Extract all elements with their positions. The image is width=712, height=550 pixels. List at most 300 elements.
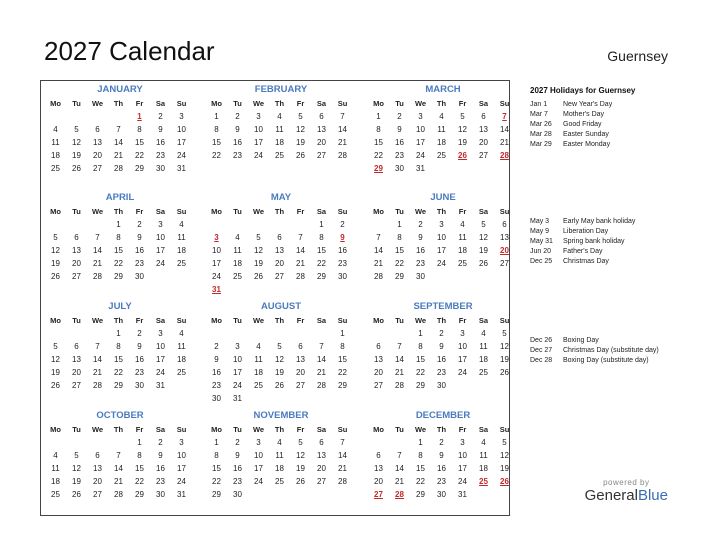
day-cell: 25 bbox=[177, 259, 186, 268]
weekday-header: Mo bbox=[373, 425, 384, 434]
empty-day-cell bbox=[87, 436, 108, 449]
day-cell: 14 bbox=[296, 246, 305, 255]
day-cell: 4 bbox=[179, 220, 184, 229]
day-cell: 22 bbox=[114, 368, 123, 377]
day-cell: 18 bbox=[177, 246, 186, 255]
weekday-header: We bbox=[414, 316, 427, 325]
day-cell: 14 bbox=[338, 451, 347, 460]
day-cell: 23 bbox=[437, 477, 446, 486]
day-cell: 22 bbox=[212, 151, 221, 160]
day-cell: 2 bbox=[235, 438, 240, 447]
day-cell: 8 bbox=[418, 451, 423, 460]
weekday-header: Th bbox=[274, 316, 285, 325]
day-cell: 4 bbox=[277, 112, 282, 121]
month-grid bbox=[45, 97, 195, 175]
day-cell: 17 bbox=[212, 259, 221, 268]
day-cell: 20 bbox=[93, 151, 102, 160]
day-cell: 9 bbox=[158, 451, 163, 460]
month-name: OCTOBER bbox=[96, 410, 144, 421]
day-cell: 2 bbox=[214, 342, 219, 351]
day-cell: 9 bbox=[439, 451, 444, 460]
holiday-day-cell: 20 bbox=[500, 246, 509, 255]
day-cell: 14 bbox=[374, 246, 383, 255]
day-cell: 12 bbox=[500, 451, 509, 460]
holiday-row bbox=[530, 237, 700, 247]
weekday-header: Th bbox=[113, 99, 124, 108]
day-cell: 13 bbox=[317, 125, 326, 134]
day-cell: 21 bbox=[395, 368, 404, 377]
day-cell: 26 bbox=[500, 368, 509, 377]
weekday-header: Fr bbox=[458, 425, 467, 434]
day-cell: 31 bbox=[177, 164, 186, 173]
weekday-header: Fr bbox=[135, 207, 144, 216]
weekday-header: Sa bbox=[478, 207, 489, 216]
month-july bbox=[45, 300, 195, 392]
holiday-date: Dec 25 bbox=[530, 258, 553, 265]
day-cell: 26 bbox=[296, 151, 305, 160]
holiday-day-cell: 28 bbox=[395, 490, 404, 499]
day-cell: 8 bbox=[137, 125, 142, 134]
day-cell: 21 bbox=[395, 477, 404, 486]
holidays-title: 2027 Holidays for Guernsey bbox=[530, 86, 636, 95]
day-cell: 19 bbox=[51, 259, 60, 268]
month-name: FEBRUARY bbox=[254, 84, 308, 95]
day-cell: 6 bbox=[319, 112, 324, 121]
day-cell: 29 bbox=[135, 164, 144, 173]
weekday-header: Th bbox=[274, 207, 285, 216]
day-cell: 20 bbox=[317, 138, 326, 147]
day-cell: 12 bbox=[458, 125, 467, 134]
day-cell: 5 bbox=[74, 451, 79, 460]
day-cell: 30 bbox=[135, 381, 144, 390]
day-cell: 10 bbox=[416, 125, 425, 134]
day-cell: 26 bbox=[72, 164, 81, 173]
day-cell: 12 bbox=[479, 233, 488, 242]
day-cell: 28 bbox=[338, 151, 347, 160]
weekday-header: Mo bbox=[373, 99, 384, 108]
day-cell: 25 bbox=[458, 259, 467, 268]
day-cell: 5 bbox=[53, 233, 58, 242]
day-cell: 14 bbox=[114, 464, 123, 473]
day-cell: 1 bbox=[397, 220, 402, 229]
day-cell: 2 bbox=[439, 329, 444, 338]
day-cell: 13 bbox=[72, 246, 81, 255]
day-cell: 20 bbox=[93, 477, 102, 486]
day-cell: 3 bbox=[418, 112, 423, 121]
holiday-name: Easter Sunday bbox=[563, 131, 609, 138]
holiday-name: Early May bank holiday bbox=[563, 218, 636, 225]
weekday-header: Su bbox=[176, 99, 187, 108]
day-cell: 18 bbox=[51, 151, 60, 160]
weekday-header: Th bbox=[274, 99, 285, 108]
weekday-header: Sa bbox=[155, 99, 166, 108]
day-cell: 10 bbox=[437, 233, 446, 242]
day-cell: 26 bbox=[72, 490, 81, 499]
day-cell: 8 bbox=[319, 233, 324, 242]
day-cell: 28 bbox=[296, 272, 305, 281]
day-cell: 13 bbox=[374, 355, 383, 364]
holidays-list-q2 bbox=[530, 217, 700, 267]
day-cell: 14 bbox=[93, 246, 102, 255]
holiday-name: New Year's Day bbox=[563, 101, 613, 108]
month-grid bbox=[368, 97, 518, 175]
day-cell: 16 bbox=[437, 355, 446, 364]
day-cell: 3 bbox=[256, 112, 261, 121]
day-cell: 27 bbox=[500, 259, 509, 268]
weekday-header: Fr bbox=[135, 425, 144, 434]
day-cell: 7 bbox=[340, 112, 345, 121]
weekday-header: Th bbox=[436, 99, 447, 108]
day-cell: 3 bbox=[460, 438, 465, 447]
day-cell: 21 bbox=[338, 464, 347, 473]
day-cell: 11 bbox=[275, 125, 284, 134]
day-cell: 26 bbox=[275, 381, 284, 390]
day-cell: 4 bbox=[235, 233, 240, 242]
day-cell: 14 bbox=[500, 125, 509, 134]
weekday-header: Fr bbox=[458, 99, 467, 108]
holiday-day-cell: 26 bbox=[458, 151, 467, 160]
day-cell: 21 bbox=[374, 259, 383, 268]
weekday-header: Th bbox=[436, 207, 447, 216]
day-cell: 7 bbox=[397, 342, 402, 351]
day-cell: 13 bbox=[374, 464, 383, 473]
holiday-name: Christmas Day bbox=[563, 258, 609, 265]
day-cell: 14 bbox=[338, 125, 347, 134]
weekday-header: Mo bbox=[211, 99, 222, 108]
day-cell: 13 bbox=[479, 125, 488, 134]
day-cell: 30 bbox=[395, 164, 404, 173]
weekday-header: Sa bbox=[316, 207, 327, 216]
day-cell: 2 bbox=[137, 329, 142, 338]
month-grid bbox=[206, 314, 356, 405]
month-october bbox=[45, 409, 195, 501]
month-november bbox=[206, 409, 356, 501]
empty-day-cell bbox=[45, 110, 66, 123]
day-cell: 18 bbox=[233, 259, 242, 268]
day-cell: 13 bbox=[93, 464, 102, 473]
day-cell: 8 bbox=[397, 233, 402, 242]
day-cell: 24 bbox=[177, 151, 186, 160]
day-cell: 15 bbox=[212, 464, 221, 473]
day-cell: 23 bbox=[156, 477, 165, 486]
weekday-header: Fr bbox=[135, 316, 144, 325]
day-cell: 22 bbox=[212, 477, 221, 486]
weekday-header: Tu bbox=[395, 316, 404, 325]
day-cell: 11 bbox=[275, 451, 284, 460]
weekday-header: Tu bbox=[395, 207, 404, 216]
day-cell: 5 bbox=[53, 342, 58, 351]
day-cell: 31 bbox=[233, 394, 242, 403]
holiday-day-cell: 26 bbox=[500, 477, 509, 486]
day-cell: 5 bbox=[298, 438, 303, 447]
day-cell: 11 bbox=[458, 233, 467, 242]
day-cell: 11 bbox=[51, 464, 60, 473]
day-cell: 12 bbox=[51, 355, 60, 364]
weekday-header: Sa bbox=[155, 316, 166, 325]
month-grid bbox=[206, 205, 356, 296]
day-cell: 21 bbox=[114, 477, 123, 486]
weekday-header: Su bbox=[337, 425, 348, 434]
day-cell: 26 bbox=[254, 272, 263, 281]
weekday-header: Tu bbox=[395, 99, 404, 108]
day-cell: 10 bbox=[254, 451, 263, 460]
empty-day-cell bbox=[368, 436, 389, 449]
day-cell: 15 bbox=[212, 138, 221, 147]
holiday-row bbox=[530, 336, 700, 346]
day-cell: 4 bbox=[53, 125, 58, 134]
day-cell: 3 bbox=[235, 342, 240, 351]
empty-day-cell bbox=[45, 436, 66, 449]
weekday-header: Fr bbox=[296, 99, 305, 108]
weekday-header: Su bbox=[176, 207, 187, 216]
day-cell: 9 bbox=[235, 125, 240, 134]
day-cell: 5 bbox=[256, 233, 261, 242]
day-cell: 29 bbox=[395, 272, 404, 281]
day-cell: 27 bbox=[374, 381, 383, 390]
day-cell: 27 bbox=[296, 381, 305, 390]
day-cell: 29 bbox=[114, 381, 123, 390]
month-name: JUNE bbox=[430, 192, 456, 203]
weekday-header: Tu bbox=[395, 425, 404, 434]
day-cell: 7 bbox=[298, 233, 303, 242]
holiday-date: May 31 bbox=[530, 238, 553, 245]
day-cell: 29 bbox=[416, 490, 425, 499]
day-cell: 7 bbox=[95, 233, 100, 242]
weekday-header: Fr bbox=[296, 207, 305, 216]
day-cell: 1 bbox=[116, 329, 121, 338]
empty-day-cell bbox=[227, 327, 248, 340]
holiday-date: Mar 26 bbox=[530, 121, 552, 128]
day-cell: 19 bbox=[296, 464, 305, 473]
day-cell: 21 bbox=[338, 138, 347, 147]
day-cell: 1 bbox=[137, 438, 142, 447]
day-cell: 16 bbox=[156, 464, 165, 473]
day-cell: 17 bbox=[437, 246, 446, 255]
day-cell: 30 bbox=[437, 490, 446, 499]
day-cell: 24 bbox=[177, 477, 186, 486]
day-cell: 22 bbox=[317, 259, 326, 268]
day-cell: 29 bbox=[212, 490, 221, 499]
day-cell: 7 bbox=[376, 233, 381, 242]
month-grid bbox=[45, 205, 195, 283]
weekday-header: We bbox=[414, 207, 427, 216]
day-cell: 22 bbox=[114, 259, 123, 268]
holiday-name: Boxing Day (substitute day) bbox=[563, 357, 649, 364]
day-cell: 23 bbox=[437, 368, 446, 377]
day-cell: 6 bbox=[277, 233, 282, 242]
day-cell: 24 bbox=[458, 477, 467, 486]
day-cell: 12 bbox=[72, 464, 81, 473]
day-cell: 14 bbox=[317, 355, 326, 364]
day-cell: 28 bbox=[374, 272, 383, 281]
weekday-header: We bbox=[252, 316, 265, 325]
holiday-date: Dec 28 bbox=[530, 357, 553, 364]
day-cell: 8 bbox=[214, 451, 219, 460]
weekday-header: Mo bbox=[50, 425, 61, 434]
day-cell: 20 bbox=[479, 138, 488, 147]
weekday-header: Su bbox=[499, 316, 510, 325]
weekday-header: Fr bbox=[296, 316, 305, 325]
day-cell: 28 bbox=[114, 490, 123, 499]
day-cell: 10 bbox=[458, 342, 467, 351]
day-cell: 7 bbox=[397, 451, 402, 460]
day-cell: 12 bbox=[254, 246, 263, 255]
day-cell: 7 bbox=[116, 451, 121, 460]
day-cell: 11 bbox=[479, 451, 488, 460]
holiday-day-cell: 27 bbox=[374, 490, 383, 499]
day-cell: 27 bbox=[72, 381, 81, 390]
day-cell: 22 bbox=[338, 368, 347, 377]
day-cell: 25 bbox=[177, 368, 186, 377]
day-cell: 18 bbox=[437, 138, 446, 147]
day-cell: 3 bbox=[460, 329, 465, 338]
day-cell: 25 bbox=[233, 272, 242, 281]
day-cell: 31 bbox=[458, 490, 467, 499]
weekday-header: Mo bbox=[50, 207, 61, 216]
day-cell: 26 bbox=[51, 381, 60, 390]
day-cell: 17 bbox=[177, 464, 186, 473]
weekday-header: Mo bbox=[211, 207, 222, 216]
weekday-header: We bbox=[91, 425, 104, 434]
empty-day-cell bbox=[45, 327, 66, 340]
month-name: JULY bbox=[108, 301, 132, 312]
day-cell: 24 bbox=[233, 381, 242, 390]
month-name: APRIL bbox=[105, 192, 135, 203]
day-cell: 4 bbox=[277, 438, 282, 447]
holiday-day-cell: 31 bbox=[212, 285, 221, 294]
day-cell: 26 bbox=[296, 477, 305, 486]
day-cell: 1 bbox=[214, 112, 219, 121]
weekday-header: Th bbox=[113, 425, 124, 434]
day-cell: 23 bbox=[395, 151, 404, 160]
month-june bbox=[368, 191, 518, 283]
month-february bbox=[206, 83, 356, 162]
day-cell: 14 bbox=[395, 355, 404, 364]
day-cell: 6 bbox=[298, 342, 303, 351]
day-cell: 7 bbox=[340, 438, 345, 447]
day-cell: 9 bbox=[418, 233, 423, 242]
weekday-header: We bbox=[414, 99, 427, 108]
day-cell: 21 bbox=[317, 368, 326, 377]
day-cell: 22 bbox=[374, 151, 383, 160]
day-cell: 5 bbox=[481, 220, 486, 229]
day-cell: 19 bbox=[479, 246, 488, 255]
empty-day-cell bbox=[248, 327, 269, 340]
day-cell: 24 bbox=[254, 477, 263, 486]
day-cell: 20 bbox=[296, 368, 305, 377]
day-cell: 8 bbox=[116, 342, 121, 351]
day-cell: 15 bbox=[395, 246, 404, 255]
month-name: DECEMBER bbox=[415, 410, 471, 421]
day-cell: 2 bbox=[439, 438, 444, 447]
day-cell: 31 bbox=[416, 164, 425, 173]
day-cell: 17 bbox=[254, 464, 263, 473]
holiday-day-cell: 28 bbox=[500, 151, 509, 160]
day-cell: 15 bbox=[114, 355, 123, 364]
weekday-header: Th bbox=[436, 316, 447, 325]
day-cell: 1 bbox=[418, 329, 423, 338]
day-cell: 22 bbox=[416, 368, 425, 377]
day-cell: 17 bbox=[156, 246, 165, 255]
day-cell: 24 bbox=[458, 368, 467, 377]
holiday-row bbox=[530, 110, 700, 120]
day-cell: 19 bbox=[72, 477, 81, 486]
weekday-header: Tu bbox=[233, 99, 242, 108]
holiday-row bbox=[530, 140, 700, 150]
day-cell: 18 bbox=[275, 138, 284, 147]
weekday-header: We bbox=[252, 207, 265, 216]
weekday-header: We bbox=[414, 425, 427, 434]
day-cell: 29 bbox=[135, 490, 144, 499]
day-cell: 23 bbox=[416, 259, 425, 268]
day-cell: 18 bbox=[479, 355, 488, 364]
day-cell: 20 bbox=[374, 368, 383, 377]
day-cell: 6 bbox=[502, 220, 507, 229]
day-cell: 9 bbox=[137, 233, 142, 242]
holidays-list-q4 bbox=[530, 336, 700, 366]
day-cell: 15 bbox=[416, 464, 425, 473]
day-cell: 18 bbox=[275, 464, 284, 473]
day-cell: 30 bbox=[338, 272, 347, 281]
day-cell: 11 bbox=[51, 138, 60, 147]
day-cell: 25 bbox=[254, 381, 263, 390]
weekday-header: Mo bbox=[211, 316, 222, 325]
day-cell: 13 bbox=[275, 246, 284, 255]
day-cell: 8 bbox=[418, 342, 423, 351]
weekday-header: We bbox=[252, 99, 265, 108]
day-cell: 4 bbox=[481, 329, 486, 338]
day-cell: 9 bbox=[397, 125, 402, 134]
day-cell: 28 bbox=[317, 381, 326, 390]
weekday-header: We bbox=[91, 99, 104, 108]
holiday-day-cell: 9 bbox=[340, 233, 345, 242]
day-cell: 9 bbox=[214, 355, 219, 364]
day-cell: 28 bbox=[338, 477, 347, 486]
day-cell: 14 bbox=[395, 464, 404, 473]
day-cell: 21 bbox=[114, 151, 123, 160]
day-cell: 31 bbox=[156, 381, 165, 390]
day-cell: 5 bbox=[502, 329, 507, 338]
holiday-row bbox=[530, 247, 700, 257]
day-cell: 30 bbox=[416, 272, 425, 281]
day-cell: 1 bbox=[418, 438, 423, 447]
empty-day-cell bbox=[66, 436, 87, 449]
empty-day-cell bbox=[66, 218, 87, 231]
day-cell: 29 bbox=[317, 272, 326, 281]
day-cell: 5 bbox=[74, 125, 79, 134]
weekday-header: Th bbox=[436, 425, 447, 434]
day-cell: 20 bbox=[275, 259, 284, 268]
holiday-day-cell: 3 bbox=[214, 233, 219, 242]
weekday-header: We bbox=[91, 316, 104, 325]
day-cell: 2 bbox=[397, 112, 402, 121]
brand-name-blue: Blue bbox=[637, 487, 668, 504]
weekday-header: We bbox=[91, 207, 104, 216]
day-cell: 30 bbox=[233, 490, 242, 499]
brand-logo bbox=[585, 478, 668, 504]
weekday-header: Mo bbox=[50, 316, 61, 325]
day-cell: 7 bbox=[95, 342, 100, 351]
empty-day-cell bbox=[311, 327, 332, 340]
holiday-day-cell: 29 bbox=[374, 164, 383, 173]
calendar-frame bbox=[40, 80, 510, 516]
weekday-header: Tu bbox=[72, 316, 81, 325]
day-cell: 19 bbox=[254, 259, 263, 268]
weekday-header: Su bbox=[337, 207, 348, 216]
day-cell: 18 bbox=[479, 464, 488, 473]
empty-day-cell bbox=[45, 218, 66, 231]
day-cell: 13 bbox=[500, 233, 509, 242]
